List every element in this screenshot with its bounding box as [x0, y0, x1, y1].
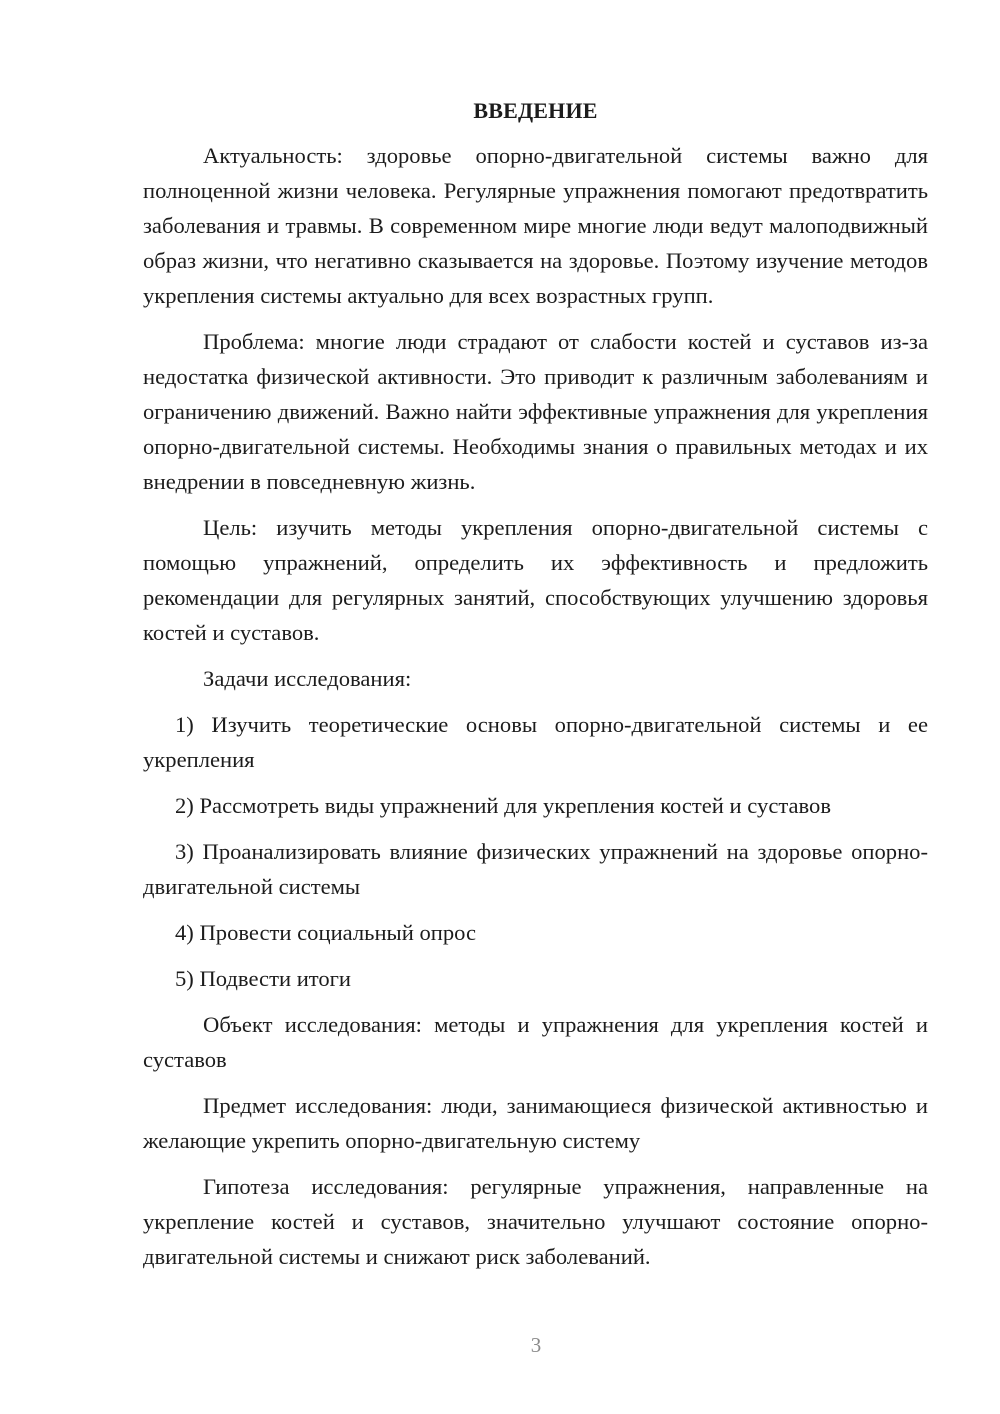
paragraph-relevance: Актуальность: здоровье опорно-двигательной системы важно для полноценной жизни человека. Регулярные упражнения помогают предотвратить заболевания и травмы. В современном мире многие люди ведут малоподвижный образ жизни, что негативно сказывается на здоровье. Поэтому изучение методов укрепления системы актуально для всех возрастных групп. — [143, 143, 928, 308]
paragraph-subject: Предмет исследования: люди, занимающиеся физической активностью и желающие укрепить опорно-двигательную систему — [143, 1093, 928, 1153]
task-item-1: 1) Изучить теоретические основы опорно-двигательной системы и ее укрепления — [143, 712, 928, 772]
paragraph-hypothesis: Гипотеза исследования: регулярные упражнения, направленные на укрепление костей и суставов, значительно улучшают состояние опорно-двигательной системы и снижают риск заболеваний. — [143, 1174, 928, 1269]
task-item-2: 2) Рассмотреть виды упражнений для укрепления костей и суставов — [175, 793, 832, 818]
paragraph-object: Объект исследования: методы и упражнения для укрепления костей и суставов — [143, 1012, 928, 1072]
page-content — [143, 96, 928, 1274]
task-item-4: 4) Провести социальный опрос — [175, 920, 477, 945]
tasks-heading: Задачи исследования: — [203, 666, 412, 691]
paragraph-goal: Цель: изучить методы укрепления опорно-двигательной системы с помощью упражнений, определить их эффективность и предложить рекомендации для регулярных занятий, способствующих улучшению здоровья костей и суставов. — [143, 515, 928, 645]
paragraph-problem: Проблема: многие люди страдают от слабости костей и суставов из-за недостатка физической активности. Это приводит к различным заболеваниям и ограничению движений. Важно найти эффективные упражнения для укрепления опорно-двигательной системы. Необходимы знания о правильных методах и их внедрении в повседневную жизнь. — [143, 329, 928, 494]
page-title: ВВЕДЕНИЕ — [473, 98, 598, 123]
task-item-3: 3) Проанализировать влияние физических упражнений на здоровье опорно-двигательной системы — [143, 839, 928, 899]
page-number: 3 — [530, 1333, 542, 1357]
task-item-5: 5) Подвести итоги — [175, 966, 352, 991]
